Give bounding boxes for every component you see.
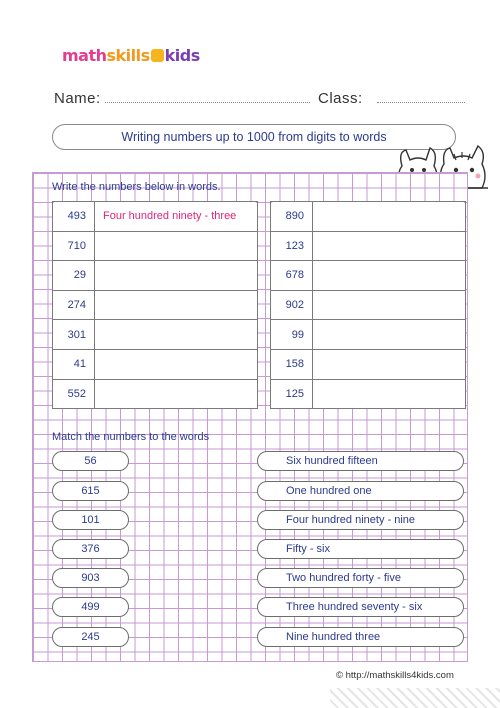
right-number-table bbox=[270, 201, 466, 409]
number-cell: 123 bbox=[271, 231, 313, 261]
answer-cell[interactable] bbox=[95, 320, 258, 350]
logo-text-math: math bbox=[62, 46, 107, 65]
number-cell: 29 bbox=[53, 261, 95, 291]
table-row bbox=[271, 349, 466, 379]
answer-cell[interactable] bbox=[313, 261, 466, 291]
table-row bbox=[53, 231, 258, 261]
table-row bbox=[271, 202, 466, 232]
match-number-pill[interactable]: 615 bbox=[52, 481, 129, 501]
match-number-pill[interactable]: 56 bbox=[52, 451, 129, 471]
number-cell: 301 bbox=[53, 320, 95, 350]
answer-cell[interactable] bbox=[313, 290, 466, 320]
table-row bbox=[53, 290, 258, 320]
table-row bbox=[53, 320, 258, 350]
match-word-pill[interactable]: One hundred one bbox=[257, 481, 464, 501]
section1-instruction: Write the numbers below in words. bbox=[52, 181, 221, 193]
table-row bbox=[271, 261, 466, 291]
match-word-pill[interactable]: Four hundred ninety - nine bbox=[257, 510, 464, 530]
answer-cell[interactable] bbox=[313, 379, 466, 409]
answer-cell[interactable] bbox=[95, 290, 258, 320]
answer-cell[interactable] bbox=[313, 202, 466, 232]
answer-cell[interactable] bbox=[313, 349, 466, 379]
table-row bbox=[271, 379, 466, 409]
class-field[interactable] bbox=[318, 90, 465, 107]
table-row bbox=[53, 202, 258, 232]
class-line bbox=[377, 91, 465, 103]
answer-cell[interactable] bbox=[313, 231, 466, 261]
match-number-pill[interactable]: 245 bbox=[52, 627, 129, 647]
table-row bbox=[271, 290, 466, 320]
answer-cell[interactable] bbox=[95, 379, 258, 409]
answer-cell[interactable] bbox=[95, 349, 258, 379]
name-field[interactable] bbox=[54, 90, 310, 107]
match-word-pill[interactable]: Two hundred forty - five bbox=[257, 568, 464, 588]
answer-cell[interactable] bbox=[95, 231, 258, 261]
match-number-pill[interactable]: 903 bbox=[52, 568, 129, 588]
logo-badge-icon bbox=[151, 49, 164, 62]
site-logo bbox=[62, 46, 200, 65]
name-line bbox=[105, 91, 310, 103]
match-word-pill[interactable]: Nine hundred three bbox=[257, 627, 464, 647]
number-cell: 890 bbox=[271, 202, 313, 232]
logo-text-kids: kids bbox=[164, 46, 200, 65]
copyright-text: © http://mathskills4kids.com bbox=[336, 670, 454, 681]
section2-instruction: Match the numbers to the words bbox=[52, 431, 210, 443]
footer-blank bbox=[0, 688, 330, 708]
match-word-pill[interactable]: Three hundred seventy - six bbox=[257, 597, 464, 617]
number-cell: 552 bbox=[53, 379, 95, 409]
class-label: Class: bbox=[318, 90, 363, 107]
answer-cell[interactable]: Four hundred ninety - three bbox=[95, 202, 258, 232]
answer-cell[interactable] bbox=[95, 261, 258, 291]
number-cell: 493 bbox=[53, 202, 95, 232]
match-word-pill[interactable]: Fifty - six bbox=[257, 539, 464, 559]
match-number-pill[interactable]: 499 bbox=[52, 597, 129, 617]
table-row bbox=[53, 379, 258, 409]
answer-cell[interactable] bbox=[313, 320, 466, 350]
left-number-table bbox=[52, 201, 258, 409]
number-cell: 710 bbox=[53, 231, 95, 261]
number-cell: 125 bbox=[271, 379, 313, 409]
match-word-pill[interactable]: Six hundred fifteen bbox=[257, 451, 464, 471]
worksheet-title: Writing numbers up to 1000 from digits to words bbox=[52, 124, 456, 150]
number-cell: 902 bbox=[271, 290, 313, 320]
name-label: Name: bbox=[54, 90, 101, 107]
number-cell: 274 bbox=[53, 290, 95, 320]
table-row bbox=[53, 349, 258, 379]
logo-text-skills: skills bbox=[106, 46, 150, 65]
number-cell: 678 bbox=[271, 261, 313, 291]
number-cell: 158 bbox=[271, 349, 313, 379]
table-row bbox=[271, 231, 466, 261]
number-cell: 99 bbox=[271, 320, 313, 350]
match-number-pill[interactable]: 376 bbox=[52, 539, 129, 559]
number-cell: 41 bbox=[53, 349, 95, 379]
match-number-pill[interactable]: 101 bbox=[52, 510, 129, 530]
table-row bbox=[271, 320, 466, 350]
table-row bbox=[53, 261, 258, 291]
